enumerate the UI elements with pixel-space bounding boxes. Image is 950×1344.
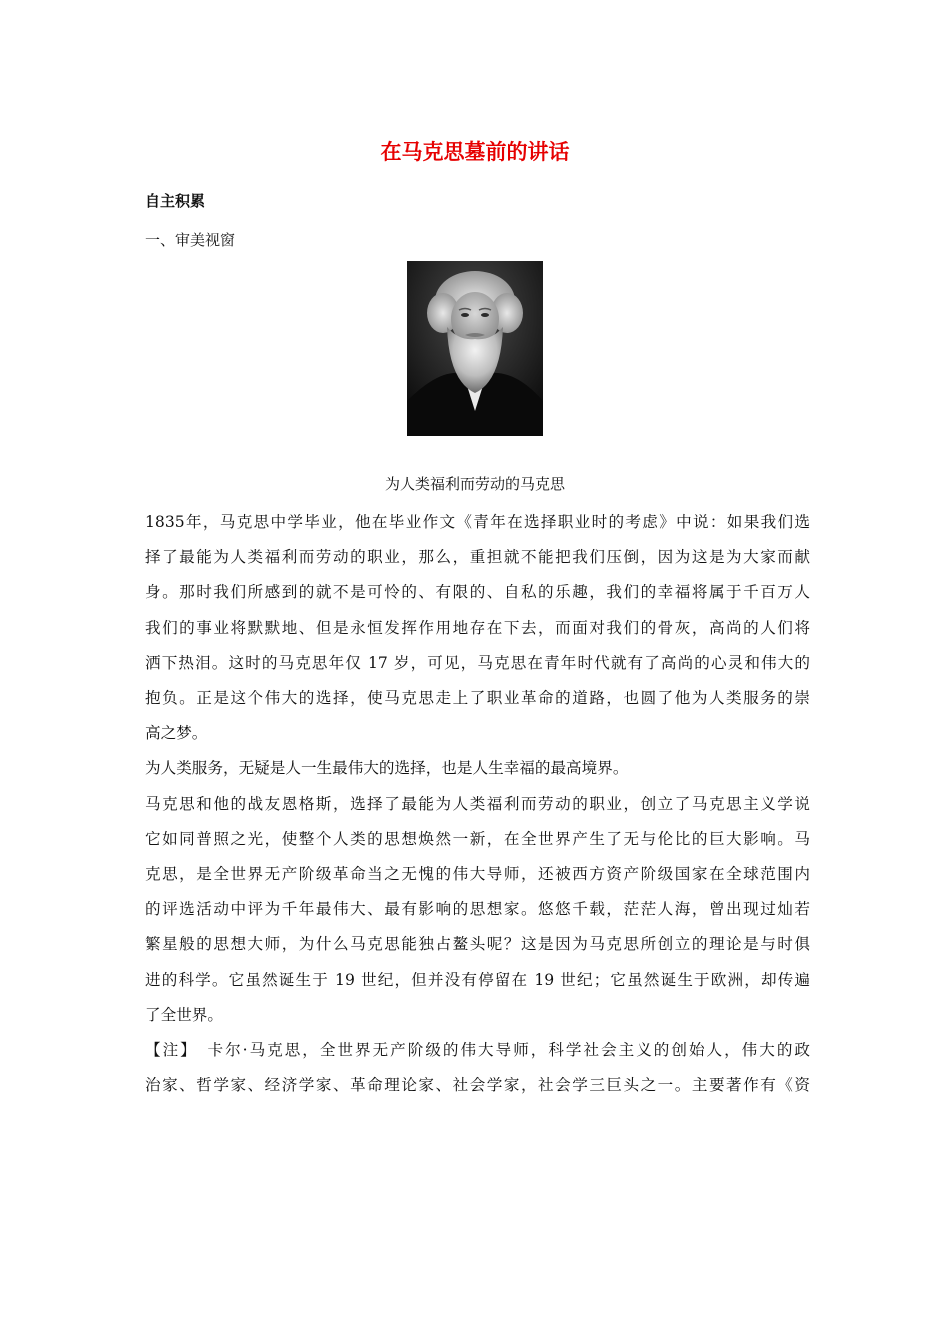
text-line: 进的科学。它虽然诞生于 19 世纪，但并没有停留在 19 世纪；它虽然诞生于欧洲，却传遍 xyxy=(145,970,810,989)
article-body xyxy=(145,505,810,1103)
marx-portrait-image xyxy=(407,261,543,436)
text-line: 为人类服务，无疑是人一生最伟大的选择，也是人生幸福的最高境界。 xyxy=(145,759,629,778)
paragraph xyxy=(145,787,810,1033)
image-caption: 为人类福利而劳动的马克思 xyxy=(384,475,565,493)
text-line: 繁星般的思想大师，为什么马克思能独占鳌头呢？这是因为马克思所创立的理论是与时俱 xyxy=(145,935,810,954)
text-line: 抱负。正是这个伟大的选择，使马克思走上了职业革命的道路，也圆了他为人类服务的崇 xyxy=(145,689,810,708)
text-line: 1835年，马克思中学毕业，他在毕业作文《青年在选择职业时的考虑》中说：如果我们选 xyxy=(145,513,810,531)
text-line: 身。那时我们所感到的就不是可怜的、有限的、自私的乐趣，我们的幸福将属于千百万人 xyxy=(145,583,810,602)
text-line: 洒下热泪。这时的马克思年仅 17 岁，可见，马克思在青年时代就有了高尚的心灵和伟大的 xyxy=(145,653,810,672)
text-line: 了全世界。 xyxy=(145,1005,223,1024)
text-line: 我们的事业将默默地、但是永恒发挥作用地存在下去，而面对我们的骨灰，高尚的人们将 xyxy=(145,618,810,637)
subheading: 一、审美视窗 xyxy=(145,231,236,249)
text-line: 的评选活动中评为千年最伟大、最有影响的思想家。悠悠千载，茫茫人海，曾出现过灿若 xyxy=(145,900,810,919)
paragraph xyxy=(145,505,810,751)
text-line: 马克思和他的战友恩格斯，选择了最能为人类福利而劳动的职业，创立了马克思主义学说 xyxy=(145,794,810,813)
page-title: 在马克思墓前的讲话 xyxy=(380,140,570,164)
text-line: 高之梦。 xyxy=(145,724,208,743)
section-heading: 自主积累 xyxy=(145,192,206,210)
text-line: 择了最能为人类福利而劳动的职业，那么，重担就不能把我们压倒，因为这是为大家而献 xyxy=(145,548,810,567)
text-line: 它如同普照之光，使整个人类的思想焕然一新，在全世界产生了无与伦比的巨大影响。马 xyxy=(145,829,810,848)
paragraph xyxy=(145,751,810,786)
text-line: 克思，是全世界无产阶级革命当之无愧的伟大导师，还被西方资产阶级国家在全球范围内 xyxy=(145,865,810,884)
text-line: 治家、哲学家、经济学家、革命理论家、社会学家，社会学三巨头之一。主要著作有《资 xyxy=(145,1076,810,1095)
marx-portrait-photo-icon xyxy=(407,261,543,436)
note-paragraph xyxy=(145,1033,810,1103)
text-line: 【注】 卡尔·马克思，全世界无产阶级的伟大导师，科学社会主义的创始人，伟大的政 xyxy=(145,1041,810,1060)
